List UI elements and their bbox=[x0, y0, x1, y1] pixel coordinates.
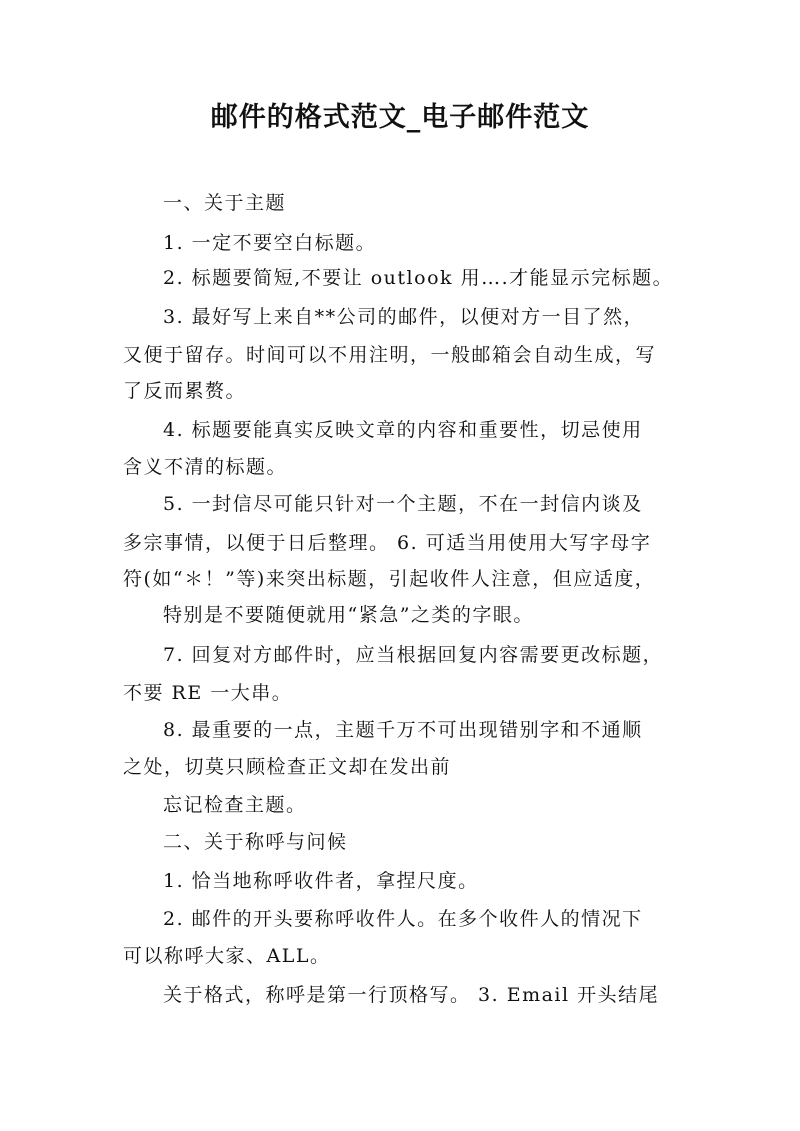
paragraph-line: 3. 最好写上来自**公司的邮件，以便对方一目了然， bbox=[163, 306, 645, 328]
paragraph-line: 4. 标题要能真实反映文章的内容和重要性，切忌使用 bbox=[163, 419, 643, 441]
paragraph-line: 符(如“＊！”等)来突出标题，引起收件人注意，但应适度， bbox=[123, 568, 656, 590]
paragraph-line: 含义不清的标题。 bbox=[123, 456, 288, 478]
paragraph-line: 不要 RE 一大串。 bbox=[123, 682, 293, 704]
paragraph-line: 多宗事情，以便于日后整理。 6. 可适当用使用大写字母字 bbox=[123, 532, 652, 554]
paragraph-line: 5. 一封信尽可能只针对一个主题，不在一封信内谈及 bbox=[163, 493, 643, 515]
paragraph-line: 8. 最重要的一点，主题千万不可出现错别字和不通顺 bbox=[163, 719, 643, 741]
paragraph-line: 1. 一定不要空白标题。 bbox=[163, 232, 377, 254]
section-heading-greeting: 二、关于称呼与问候 bbox=[163, 831, 348, 853]
paragraph-line: 了反而累赘。 bbox=[123, 380, 247, 402]
paragraph-line: 忘记检查主题。 bbox=[163, 794, 307, 816]
paragraph-line: 又便于留存。时间可以不用注明，一般邮箱会自动生成，写 bbox=[123, 344, 657, 366]
paragraph-line: 7. 回复对方邮件时，应当根据回复内容需要更改标题， bbox=[163, 644, 664, 666]
paragraph-line: 之处，切莫只顾检查正文却在发出前 bbox=[123, 756, 452, 778]
paragraph-line: 2. 邮件的开头要称呼收件人。在多个收件人的情况下 bbox=[163, 908, 643, 930]
paragraph-line: 特别是不要随便就用“紧急”之类的字眼。 bbox=[163, 604, 534, 626]
paragraph-line: 2. 标题要简短,不要让 outlook 用….才能显示完标题。 bbox=[163, 267, 674, 289]
paragraph-line: 可以称呼大家、ALL。 bbox=[123, 945, 331, 967]
paragraph-line: 关于格式，称呼是第一行顶格写。 3. Email 开头结尾 bbox=[163, 984, 660, 1006]
section-heading-subject: 一、关于主题 bbox=[163, 192, 287, 214]
paragraph-line: 1. 恰当地称呼收件者，拿捏尺度。 bbox=[163, 870, 479, 892]
page-title: 邮件的格式范文_电子邮件范文 bbox=[210, 102, 590, 133]
